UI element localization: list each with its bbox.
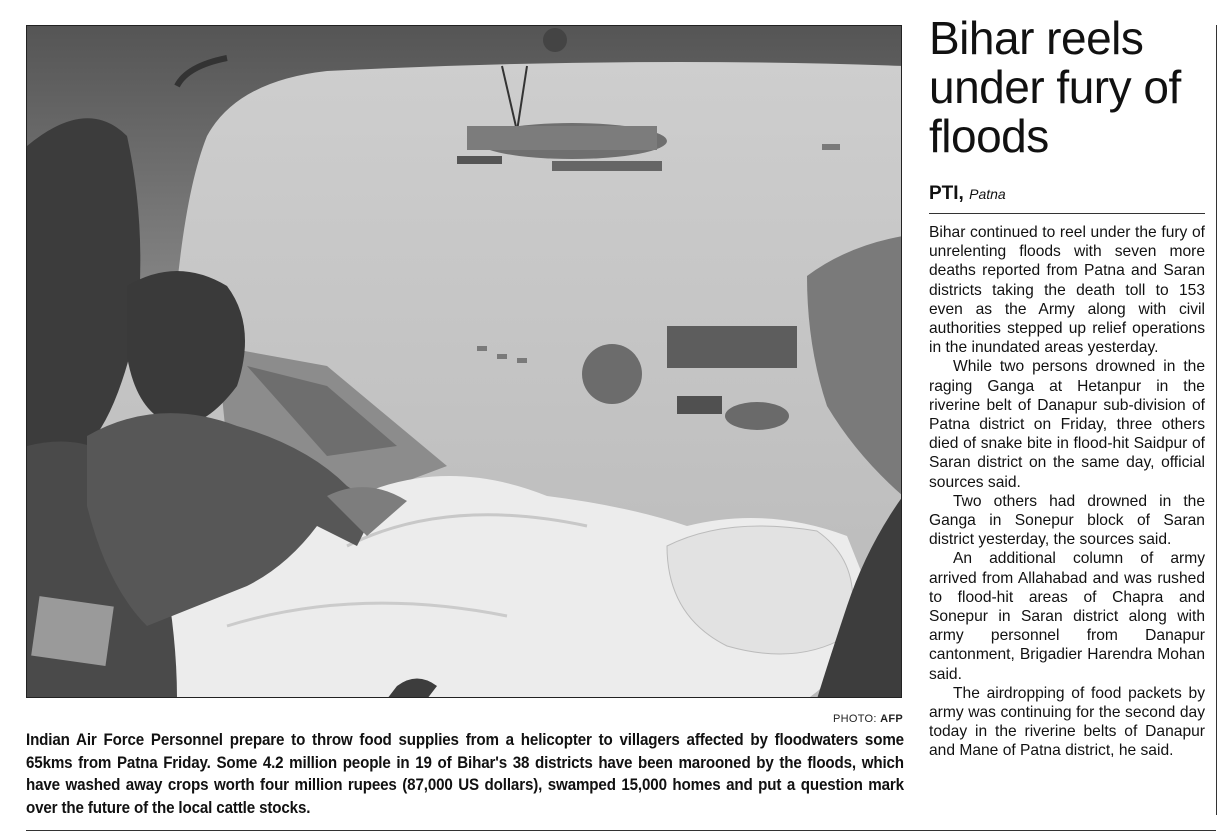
headline: Bihar reels under fury of floods xyxy=(929,12,1181,162)
byline-rule xyxy=(929,213,1205,214)
helicopter-flood-photo xyxy=(27,26,902,698)
photo-credit-source: AFP xyxy=(880,713,903,725)
byline xyxy=(929,183,1205,205)
bottom-rule xyxy=(26,830,1216,831)
story-paragraph: Bihar continued to reel under the fury of unrelenting floods with seven more deaths reported from Patna and Saran districts taking the death toll to 153 even as the Army along with civil authorities stepped up relief operations in the inundated areas yesterday. xyxy=(929,224,1205,357)
story-paragraph: Two others had drowned in the Ganga in Sonepur block of Saran district yesterday, the sources said. xyxy=(929,492,1205,549)
story-paragraph: An additional column of army arrived from Allahabad and was rushed to flood-hit areas of Chapra and Sonepur in Saran district along with army personnel from Danapur cantonment, Brigadier Harendra Mohan said. xyxy=(929,550,1205,683)
news-photo xyxy=(26,25,902,698)
story-paragraph: While two persons drowned in the raging Ganga at Hetanpur in the riverine belt of Danapur sub-division of Patna district on Friday, three others died of snake bite in flood-hit Saidpur of Saran district on the same day, official sources said. xyxy=(929,358,1205,491)
photo-credit xyxy=(700,713,903,725)
byline-place: Patna xyxy=(969,186,1006,202)
column-divider xyxy=(1216,25,1217,815)
story-body xyxy=(929,223,1205,761)
story-paragraph: The airdropping of food packets by army was continuing for the second day today in the riverine belts of Danapur and Mane of Patna district, he said. xyxy=(929,684,1205,760)
byline-agency: PTI, xyxy=(929,183,964,204)
photo-caption: Indian Air Force Personnel prepare to throw food supplies from a helicopter to villagers affected by floodwaters some 65kms from Patna Friday. Some 4.2 million people in 19 of Bihar's 38 districts have been marooned by the floods, which have washed away crops worth four million rupees (87,000 US dollars), swamped 15,000 homes and put a question mark over the future of the local cattle stocks. xyxy=(26,731,904,817)
photo-credit-label: PHOTO: xyxy=(832,713,877,725)
